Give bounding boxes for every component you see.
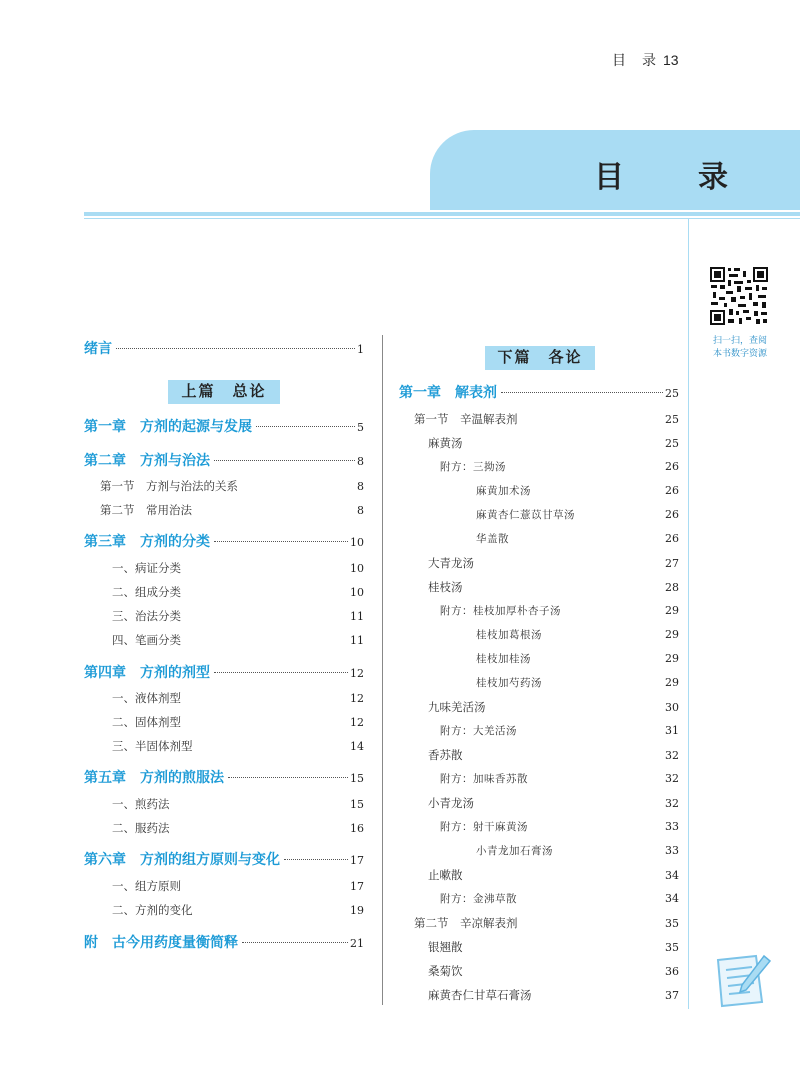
toc-entry-subformula[interactable] — [476, 483, 679, 505]
page-number: 13 — [663, 52, 679, 68]
toc-entry-subformula[interactable] — [476, 627, 679, 649]
toc-page: 29 — [665, 604, 679, 617]
toc-label: 麻黄杏仁薏苡甘草汤 — [476, 509, 575, 521]
toc-label: 一、煎药法 — [112, 797, 170, 811]
toc-entry-item[interactable] — [112, 902, 364, 924]
toc-entry-chapter-2[interactable] — [84, 450, 364, 472]
running-title: 目 录 — [612, 52, 657, 68]
toc-entry-item[interactable] — [112, 714, 364, 736]
toc-entry-formula[interactable] — [428, 795, 679, 817]
toc-page: 26 — [665, 508, 679, 521]
toc-entry-formula[interactable] — [428, 939, 679, 961]
toc-entry-subformula[interactable] — [476, 843, 679, 865]
toc-page: 25 — [665, 437, 679, 450]
toc-entry-intro[interactable] — [84, 338, 364, 360]
toc-page: 35 — [665, 941, 679, 954]
toc-entry-item[interactable] — [112, 690, 364, 712]
qr-code-icon[interactable] — [709, 266, 769, 326]
toc-label: 第五章 方剂的煎服法 — [84, 769, 224, 785]
toc-page: 29 — [665, 676, 679, 689]
toc-label: 麻黄加术汤 — [476, 485, 531, 497]
toc-label: 附方：桂枝加厚朴杏子汤 — [440, 605, 561, 617]
toc-entry-subformula[interactable] — [440, 771, 679, 793]
toc-label: 桂枝加桂汤 — [476, 653, 531, 665]
toc-entry-subformula[interactable] — [476, 531, 679, 553]
toc-page: 25 — [665, 413, 679, 426]
toc-entry-section[interactable] — [100, 478, 364, 500]
toc-entry-subformula[interactable] — [476, 675, 679, 697]
toc-page: 8 — [357, 504, 364, 517]
toc-page: 34 — [665, 869, 679, 882]
toc-entry-item[interactable] — [112, 608, 364, 630]
toc-page: 14 — [350, 740, 364, 753]
toc-entry-section[interactable] — [414, 915, 679, 937]
toc-entry-formula[interactable] — [428, 963, 679, 985]
toc-label: 附 古今用药度量衡简释 — [84, 934, 238, 950]
toc-entry-section[interactable] — [100, 502, 364, 524]
leader-dots — [242, 942, 348, 943]
toc-entry-section[interactable] — [414, 411, 679, 433]
toc-label: 二、组成分类 — [112, 585, 181, 599]
toc-label: 绪言 — [84, 340, 112, 356]
toc-entry-item[interactable] — [112, 632, 364, 654]
toc-entry-chapter-5[interactable] — [84, 767, 364, 789]
toc-page: 25 — [665, 387, 679, 400]
toc-page: 17 — [350, 854, 364, 867]
toc-page: 26 — [665, 460, 679, 473]
toc-label: 麻黄汤 — [428, 436, 463, 450]
toc-label: 附方：射干麻黄汤 — [440, 821, 528, 833]
toc-entry-item[interactable] — [112, 820, 364, 842]
toc-page: 11 — [350, 610, 364, 623]
toc-label: 三、半固体剂型 — [112, 739, 193, 753]
toc-page: 36 — [665, 965, 679, 978]
toc-page: 28 — [665, 581, 679, 594]
toc-entry-chapter-1[interactable] — [84, 416, 364, 438]
toc-entry-formula[interactable] — [428, 747, 679, 769]
toc-page: 17 — [350, 880, 364, 893]
toc-label: 二、方剂的变化 — [112, 903, 193, 917]
running-head — [612, 50, 679, 70]
toc-page: 31 — [665, 724, 679, 737]
toc-label: 第二节 辛凉解表剂 — [414, 918, 518, 930]
toc-label: 第二节 常用治法 — [100, 505, 192, 517]
toc-label: 麻黄杏仁甘草石膏汤 — [428, 988, 532, 1002]
toc-entry-formula[interactable] — [428, 699, 679, 721]
toc-label: 桂枝汤 — [428, 580, 463, 594]
toc-label: 附方：金沸草散 — [440, 893, 517, 905]
toc-entry-subformula[interactable] — [440, 603, 679, 625]
toc-page: 32 — [665, 797, 679, 810]
toc-label: 小青龙汤 — [428, 796, 474, 810]
toc-label: 香苏散 — [428, 748, 463, 762]
toc-page: 16 — [350, 822, 364, 835]
toc-page: 11 — [350, 634, 364, 647]
toc-page: 12 — [350, 692, 364, 705]
toc-page: 10 — [350, 536, 364, 549]
toc-label: 附方：三拗汤 — [440, 461, 506, 473]
toc-label: 一、病证分类 — [112, 561, 181, 575]
toc-entry-item[interactable] — [112, 738, 364, 760]
qr-caption-line1: 扫一扫，查阅 — [712, 335, 767, 345]
leader-dots — [214, 672, 348, 673]
toc-entry-subformula[interactable] — [440, 819, 679, 841]
toc-page: 26 — [665, 484, 679, 497]
toc-label: 第二章 方剂与治法 — [84, 452, 210, 468]
toc-page: 30 — [665, 701, 679, 714]
toc-page: 35 — [665, 917, 679, 930]
leader-dots — [214, 460, 355, 461]
toc-page: 29 — [665, 652, 679, 665]
notebook-pencil-icon — [712, 952, 774, 1010]
toc-page: 34 — [665, 892, 679, 905]
toc-page: 12 — [350, 716, 364, 729]
toc-entry-chapter-1-lower[interactable] — [399, 382, 679, 404]
toc-label: 大青龙汤 — [428, 556, 474, 570]
qr-caption-line2: 本书数字资源 — [712, 348, 767, 358]
toc-page: 19 — [350, 904, 364, 917]
toc-label: 第一节 方剂与治法的关系 — [100, 481, 238, 493]
toc-page: 26 — [665, 532, 679, 545]
toc-label: 二、固体剂型 — [112, 715, 181, 729]
toc-page: 5 — [357, 421, 364, 434]
toc-entry-subformula[interactable] — [440, 891, 679, 913]
toc-entry-subformula[interactable] — [476, 507, 679, 529]
toc-label: 二、服药法 — [112, 821, 170, 835]
header-rule — [84, 212, 800, 216]
toc-label: 第一章 解表剂 — [399, 384, 497, 400]
toc-entry-chapter-4[interactable] — [84, 662, 364, 684]
leader-dots — [228, 777, 348, 778]
leader-dots — [214, 541, 348, 542]
leader-dots — [284, 859, 348, 860]
page-title: 目 录 — [594, 161, 750, 194]
toc-label: 一、液体剂型 — [112, 691, 181, 705]
toc-page: 32 — [665, 772, 679, 785]
toc-entry-item[interactable] — [112, 796, 364, 818]
toc-entry-item[interactable] — [112, 878, 364, 900]
toc-page: 15 — [350, 772, 364, 785]
toc-page: 12 — [350, 667, 364, 680]
toc-label: 附方：大羌活汤 — [440, 725, 517, 737]
toc-entry-formula[interactable] — [428, 987, 679, 1009]
toc-page: 29 — [665, 628, 679, 641]
toc-label: 四、笔画分类 — [112, 633, 181, 647]
toc-page: 33 — [665, 820, 679, 833]
leader-dots — [256, 426, 355, 427]
toc-label: 第四章 方剂的剂型 — [84, 664, 210, 680]
toc-entry-formula[interactable] — [428, 435, 679, 457]
part-heading-upper: 上篇 总论 — [168, 380, 280, 404]
toc-label: 三、治法分类 — [112, 609, 181, 623]
toc-label: 桂枝加葛根汤 — [476, 629, 542, 641]
toc-page: 32 — [665, 749, 679, 762]
toc-label: 银翘散 — [428, 940, 463, 954]
toc-page: 15 — [350, 798, 364, 811]
toc-label: 附方：加味香苏散 — [440, 773, 528, 785]
toc-page: 21 — [350, 937, 364, 950]
toc-label: 第一章 方剂的起源与发展 — [84, 418, 252, 434]
toc-entry-formula[interactable] — [428, 579, 679, 601]
toc-label: 第三章 方剂的分类 — [84, 533, 210, 549]
leader-dots — [501, 392, 663, 393]
qr-caption — [700, 334, 780, 360]
toc-entry-appendix[interactable] — [84, 932, 364, 954]
toc-entry-formula[interactable] — [428, 555, 679, 577]
toc-label: 第一节 辛温解表剂 — [414, 414, 518, 426]
toc-entry-subformula[interactable] — [476, 651, 679, 673]
toc-entry-item[interactable] — [112, 560, 364, 582]
toc-entry-item[interactable] — [112, 584, 364, 606]
toc-label: 桂枝加芍药汤 — [476, 677, 542, 689]
toc-page: 27 — [665, 557, 679, 570]
toc-entry-chapter-3[interactable] — [84, 531, 364, 553]
toc-page: 1 — [357, 343, 364, 356]
toc-page: 37 — [665, 989, 679, 1002]
toc-label: 九味羌活汤 — [428, 700, 486, 714]
toc-label: 一、组方原则 — [112, 879, 181, 893]
toc-page: 33 — [665, 844, 679, 857]
leader-dots — [116, 348, 355, 349]
part-heading-lower: 下篇 各论 — [485, 346, 595, 370]
toc-entry-subformula[interactable] — [440, 459, 679, 481]
toc-page: 10 — [350, 586, 364, 599]
header-rule-thin — [84, 218, 800, 219]
column-divider — [382, 335, 383, 1005]
toc-label: 小青龙加石膏汤 — [476, 845, 553, 857]
toc-label: 止嗽散 — [428, 868, 463, 882]
toc-entry-chapter-6[interactable] — [84, 849, 364, 871]
toc-page: 10 — [350, 562, 364, 575]
toc-label: 第六章 方剂的组方原则与变化 — [84, 851, 280, 867]
toc-page: 8 — [357, 480, 364, 493]
toc-page: 8 — [357, 455, 364, 468]
toc-entry-subformula[interactable] — [440, 723, 679, 745]
toc-entry-formula[interactable] — [428, 867, 679, 889]
toc-label: 华盖散 — [476, 533, 509, 545]
margin-line — [688, 219, 689, 1009]
toc-label: 桑菊饮 — [428, 964, 463, 978]
